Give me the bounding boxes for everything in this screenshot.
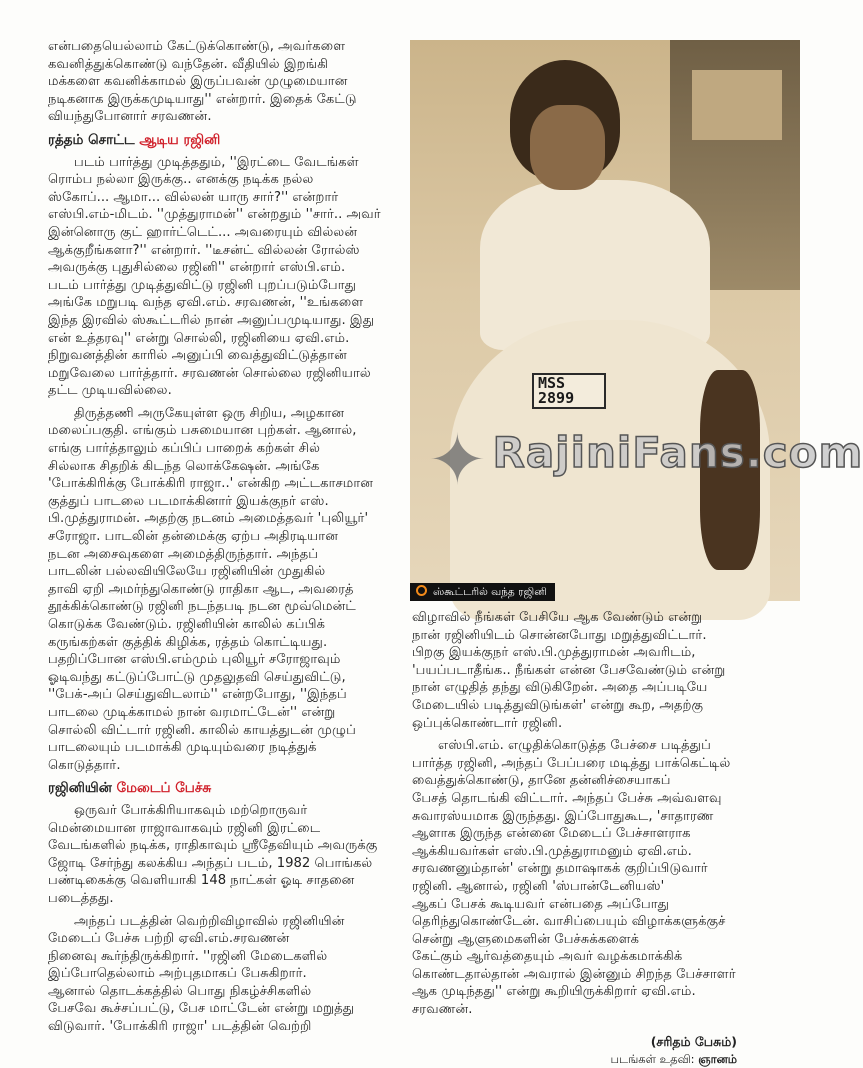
text-line: பார்த்த ரஜினி, அந்தப் பேப்பரை மடித்து பாக்கெட்டில் — [412, 755, 797, 773]
text-line: தெரிந்துகொண்டேன். வாசிப்பையும் விழாக்களுக்குச் — [412, 913, 797, 931]
text-line: வைத்துக்கொண்டு, தானே தன்னிச்சையாகப் — [412, 772, 797, 790]
text-line: ரொம்ப நல்லா இருக்கு.. எனக்கு நடிக்க நல்ல — [48, 171, 404, 189]
text-line: விழாவில் நீங்கள் பேசியே ஆக வேண்டும் என்று — [412, 609, 797, 627]
paragraph — [48, 154, 404, 400]
star-logo-icon: ✦ — [428, 425, 487, 495]
watermark-text: RajiniFans.com — [493, 428, 863, 477]
text-line: சரவணனும்தான்' என்று தமாஷாகக் குறிப்பிடுவார் — [412, 860, 797, 878]
heading-red: மேடைப் பேச்சு — [117, 780, 212, 796]
text-line: அவருக்கு புதுசில்லை ரஜினி'' என்றார் எஸ்பி.எம். — [48, 259, 404, 277]
text-line: மறுவேலை பார்த்தார். சரவணன் சொல்லை ரஜினியால் — [48, 365, 404, 383]
text-line: விடுவார். 'போக்கிரி ராஜா' படத்தின் வெற்றி — [48, 1018, 404, 1036]
text-line: மென்மையான ராஜாவாகவும் ரஜினி இரட்டை — [48, 820, 404, 838]
text-line: இந்த இரவில் ஸ்கூட்டரில் நான் அனுப்பமுடியாது. இது — [48, 312, 404, 330]
figure-face — [530, 105, 605, 190]
text-line: பேசத் தொடங்கி விட்டார். அந்தப் பேச்சு அவ்வளவு — [412, 790, 797, 808]
text-line: கேட்கும் ஆர்வத்தையும் அவர் வழக்கமாக்கிக் — [412, 948, 797, 966]
paragraph — [48, 38, 404, 126]
paragraph — [48, 913, 404, 1036]
text-line: படைத்தது. — [48, 890, 404, 908]
text-line: பேசவே கூச்சப்பட்டு, பேச மாட்டேன் என்று மறுத்து — [48, 1000, 404, 1018]
series-sign-off: (சரிதம் பேசும்) — [651, 1034, 737, 1051]
text-line: ஓடிவந்து கட்டுப்போட்டு முதலுதவி செய்துவிட்டு, — [48, 669, 404, 687]
text-line: ஸ்கோப்... ஆமா... வில்லன் யாரு சார்?'' என்றார் — [48, 189, 404, 207]
text-line: திருத்தணி அருகேயுள்ள ஒரு சிறிய, அழகான — [48, 405, 404, 423]
text-line: பாடலை முடிக்காமல் நான் வரமாட்டேன்'' என்று — [48, 704, 404, 722]
text-line: மேடையில் படித்துவிடுங்கள்' என்று கூற, அதற்கு — [412, 697, 797, 715]
paragraph — [48, 405, 404, 774]
heading-black: ரஜினியின் — [48, 780, 117, 796]
text-line: என் உத்தரவு'' என்று சொல்லி, ரஜினியை ஏவி.எம். — [48, 330, 404, 348]
text-line: மேடைப் பேச்சு பற்றி ஏவி.எம்.சரவணன் — [48, 930, 404, 948]
text-line: மலைப்பகுதி. எங்கும் பசுமையான புற்கள். ஆனால், — [48, 422, 404, 440]
text-line: கருங்கற்கள் குத்திக் கிழிக்க, ரத்தம் கொட்டியது. — [48, 634, 404, 652]
text-line: 'பயப்படாதீங்க.. நீங்கள் என்ன பேசவேண்டும் என்று — [412, 662, 797, 680]
text-line: கொண்டதால்தான் அவரால் இன்னும் சிறந்த பேச்சாளர் — [412, 966, 797, 984]
text-line: நிறுவனத்தின் காரில் அனுப்பி வைத்துவிட்டுத்தான் — [48, 347, 404, 365]
section-heading — [48, 132, 404, 150]
plate-line: 2899 — [538, 391, 600, 406]
text-line: என்பதையெல்லாம் கேட்டுக்கொண்டு, அவர்களை — [48, 38, 404, 56]
text-line: நினைவு கூர்ந்திருக்கிறார். ''ரஜினி மேடைகளில் — [48, 948, 404, 966]
text-line: சொல்லி விட்டார் ரஜினி. காலில் காயத்துடன் முழுப் — [48, 722, 404, 740]
text-line: சில்லாக சிதறிக் கிடந்த லொக்கேஷன். அங்கே — [48, 458, 404, 476]
text-line: ஆக முடிந்தது'' என்று கூறியிருக்கிறார் ஏவி.எம். — [412, 983, 797, 1001]
text-line: ஆளாக இருந்த என்னை மேடைப் பேச்சாளராக — [412, 825, 797, 843]
text-line: நான் ரஜினியிடம் சொன்னபோது மறுத்துவிட்டார். — [412, 627, 797, 645]
photo-rajini-scooter — [410, 40, 800, 601]
text-line: எங்கு பார்த்தாலும் கப்பிப் பாறைக் கற்கள் சில் — [48, 440, 404, 458]
text-line: ஆக்குறீங்களா?'' என்றார். ''டீசன்ட் வில்லன் ரோல்ஸ் — [48, 242, 404, 260]
paragraph — [412, 737, 797, 1019]
text-line: அந்தப் படத்தின் வெற்றிவிழாவில் ரஜினியின் — [48, 913, 404, 931]
text-line: வேடங்களில் நடிக்க, ராதிகாவும் ஸ்ரீதேவியும் அவருக்கு — [48, 837, 404, 855]
section-heading — [48, 780, 404, 798]
heading-red: ஆடிய ரஜினி — [139, 132, 220, 148]
paragraph — [412, 609, 797, 732]
text-line: தாவி ஏறி அமர்ந்துகொண்டு ராதிகா ஆட, அவரைத் — [48, 581, 404, 599]
text-line: ஜோடி சேர்ந்து கலக்கிய அந்தப் படம், 1982 பொங்கல் — [48, 855, 404, 873]
text-line: சுவாரஸ்யமாக இருந்தது. இப்போதுகூட, 'சாதாரண — [412, 808, 797, 826]
text-line: படம் பார்த்து முடித்ததும், ''இரட்டை வேடங்கள் — [48, 154, 404, 172]
text-line: தட்ட முடியவில்லை. — [48, 382, 404, 400]
text-line: ஒருவர் போக்கிரியாகவும் மற்றொருவர் — [48, 802, 404, 820]
text-line: ஆக்கியவர்கள் எஸ்.பி.முத்துராமனும் ஏவி.எம். — [412, 843, 797, 861]
text-line: இப்போதெல்லாம் அற்புதமாகப் பேசுகிறார். — [48, 965, 404, 983]
text-line: ''பேக்-அப் செய்துவிடலாம்'' என்றபோது, ''இந்தப் — [48, 686, 404, 704]
plate-line: MSS — [538, 376, 600, 391]
text-line: குத்துப் பாடலை படமாக்கினார் இயக்குநர் எஸ். — [48, 493, 404, 511]
text-line: பாடலின் பல்லவியிலேயே ரஜினியின் முதுகில் — [48, 563, 404, 581]
photo-credit — [611, 1052, 738, 1068]
text-line: ஒப்புக்கொண்டார் ரஜினி. — [412, 715, 797, 733]
text-line: பதறிப்போன எஸ்பி.எம்மும் புலியூர் சரோஜாவும் — [48, 651, 404, 669]
number-plate — [532, 373, 606, 409]
text-line: சரோஜா. பாடலின் தன்மைக்கு ஏற்ப அதிரடியான — [48, 528, 404, 546]
photo-caption — [410, 583, 555, 601]
text-line: ரஜினி. ஆனால், ரஜினி 'ஸ்பான்டேனியஸ்' — [412, 878, 797, 896]
text-line: இன்னொரு குட் ஹார்ட்டெட்... அவரையும் வில்லன் — [48, 224, 404, 242]
text-line: வியந்துபோனார் சரவணன். — [48, 108, 404, 126]
text-line: சரவணன். — [412, 1001, 797, 1019]
text-line: நடிகனாக இருக்கமுடியாது'' என்றார். இதைக் கேட்டு — [48, 91, 404, 109]
truck-window — [692, 70, 782, 140]
text-line: தூக்கிக்கொண்டு ரஜினி நடந்தபடி நடன மூவ்மென்ட் — [48, 598, 404, 616]
text-line: கொடுக்க வேண்டும். ரஜினியின் காலில் கப்பிக் — [48, 616, 404, 634]
credit-name: ஞானம் — [698, 1052, 737, 1066]
text-line: பண்டிகைக்கு வெளியாகி 148 நாட்கள் ஓடி சாதனை — [48, 872, 404, 890]
text-line: எஸ்பி.எம்-மிடம். ''முத்துராமன்'' என்றதும் ''சார்.. அவர் — [48, 206, 404, 224]
text-line: எஸ்பி.எம். எழுதிக்கொடுத்த பேச்சை படித்துப் — [412, 737, 797, 755]
watermark — [430, 428, 863, 477]
text-line: 'போக்கிரிக்கு போக்கிரி ராஜா..' என்கிற அட்டகாசமான — [48, 475, 404, 493]
left-column — [48, 38, 404, 1041]
text-line: கவனித்துக்கொண்டு வந்தேன். வீதியில் இறங்கி — [48, 56, 404, 74]
heading-black: ரத்தம் சொட்ட — [48, 132, 139, 148]
text-line: மக்களை கவனிக்காமல் இருப்பவன் முழுமையான — [48, 73, 404, 91]
text-line: கொடுத்தார். — [48, 757, 404, 775]
text-line: ஆனால் தொடக்கத்தில் பொது நிகழ்ச்சிகளில் — [48, 983, 404, 1001]
text-line: ஆகப் பேசக் கூடியவர் என்பதை அப்போது — [412, 896, 797, 914]
text-line: நடன அசைவுகளை அமைத்திருந்தார். அந்தப் — [48, 546, 404, 564]
text-line: நான் எழுதித் தந்து விடுகிறேன். அதை அப்படியே — [412, 679, 797, 697]
right-column — [412, 609, 797, 1024]
text-line: பி.முத்துராமன். அதற்கு நடனம் அமைத்தவர் 'புலியூர்' — [48, 510, 404, 528]
text-line: சென்று ஆளுமைகளின் பேச்சுக்களைக் — [412, 931, 797, 949]
text-line: படம் பார்த்து முடித்துவிட்டு ரஜினி புறப்படும்போது — [48, 277, 404, 295]
circle-icon — [416, 585, 427, 596]
paragraph — [48, 802, 404, 908]
caption-text: ஸ்கூட்டரில் வந்த ரஜினி — [433, 586, 547, 598]
text-line: பிறகு இயக்குநர் எஸ்.பி.முத்துராமன் அவரிடம், — [412, 644, 797, 662]
text-line: பாடலையும் படமாக்கி முடியும்வரை நடித்துக் — [48, 739, 404, 757]
text-line: அங்கே மறுபடி வந்த ஏவி.எம். சரவணன், ''உங்களை — [48, 294, 404, 312]
credit-label: படங்கள் உதவி: — [611, 1052, 699, 1066]
